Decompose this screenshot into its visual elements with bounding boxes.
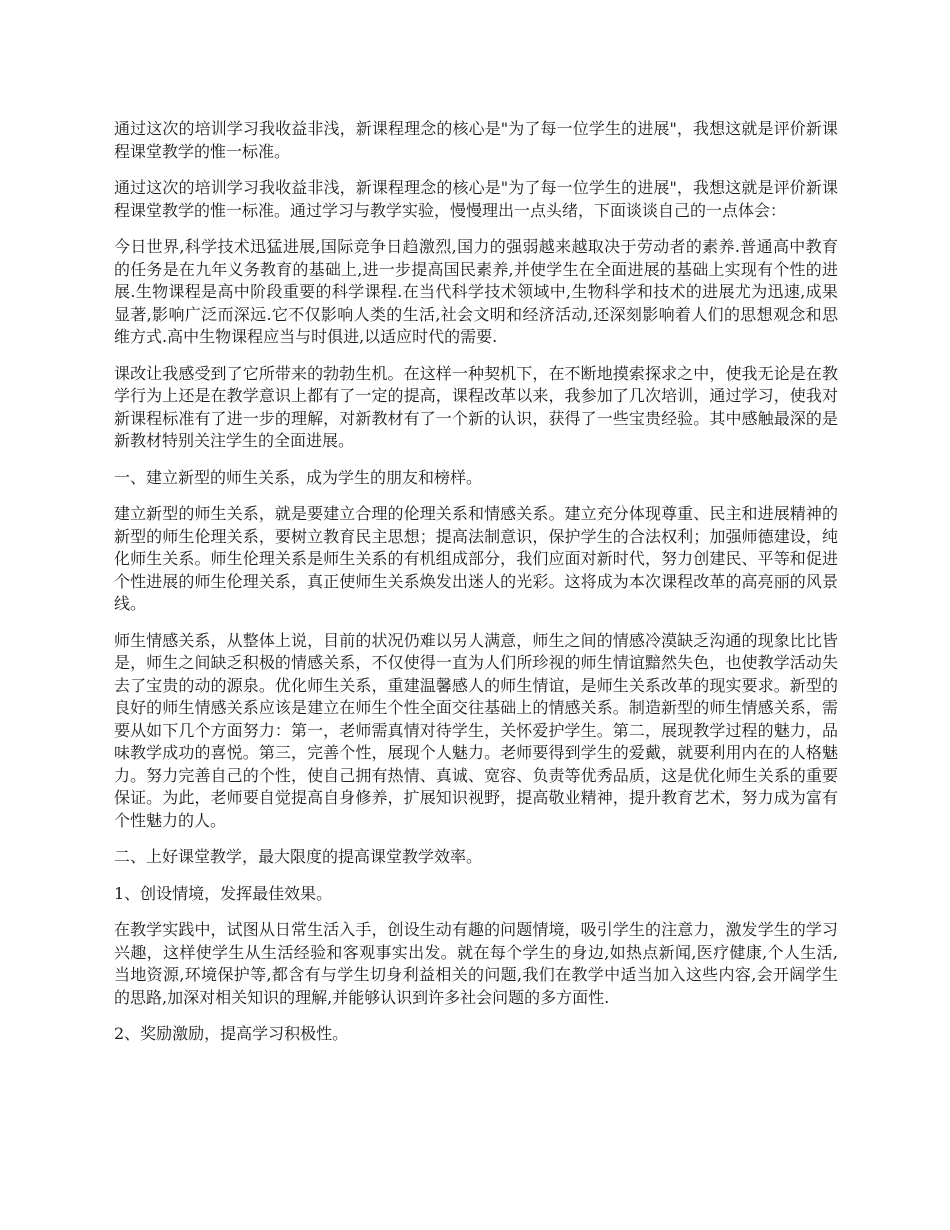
- subheading-create-situation: 1、创设情境，发挥最佳效果。: [114, 883, 333, 903]
- paragraph-science-background: 今日世界,科学技术迅猛进展,国际竞争日趋激烈,国力的强弱越来越取决于劳动者的素养.普通高中教育的任务是在九年义务教育的基础上,进一步提高国民素养,并使学生在全面进展的基础上实现有个性的进展.生物课程是高中阶段重要的科学课程.在当代科学技术领域中,生物科学和技术的进展尤为迅速,成果显著,影响广泛而深远.它不仅影响人类的生活,社会文明和经济活动,还深刻影响着人们的思想观念和思维方式.高中生物课程应当与时俱进,以适应时代的需要.: [114, 237, 838, 346]
- section-heading-classroom-teaching: 二、上好课堂教学，最大限度的提高课堂教学效率。: [114, 847, 483, 866]
- paragraph-ethical-relationship: 建立新型的师生关系，就是要建立合理的伦理关系和情感关系。建立充分体现尊重、民主和进展精神的新型的师生伦理关系，要树立教育民主思想；提高法制意识，保护学生的合法权利；加强师德建设，纯化师生关系。师生伦理关系是师生关系的有机组成部分，我们应面对新时代，努力创建民、平等和促进个性进展的师生伦理关系，真正使师生关系焕发出迷人的光彩。这将成为本次课程改革的高亮丽的风景线。: [114, 504, 838, 613]
- paragraph-intro-extended: 通过这次的培训学习我收益非浅，新课程理念的核心是"为了每一位学生的进展"，我想这就是评价新课程课堂教学的惟一标准。通过学习与教学实验，慢慢理出一点头绪，下面谈谈自己的一点体会：: [114, 178, 838, 220]
- section-heading-teacher-student: 一、建立新型的师生关系，成为学生的朋友和榜样。: [114, 467, 483, 487]
- paragraph-emotional-relationship: 师生情感关系，从整体上说，目前的状况仍难以另人满意，师生之间的情感冷漠缺乏沟通的现象比比皆是，师生之间缺乏积极的情感关系，不仅使得一直为人们所珍视的师生情谊黯然失色，也使教学活动失去了宝贵的动的源泉。优化师生关系，重建温馨感人的师生情谊，是师生关系改革的现实要求。新型的良好的师生情感关系应该是建立在师生个性全面交往基础上的情感关系。制造新型的师生情感关系，需要从如下几个方面努力：第一，老师需真情对待学生，关怀爱护学生。第二，展现教学过程的魅力，品味教学成功的喜悦。第三，完善个性，展现个人魅力。老师要得到学生的爱戴，就要利用内在的人格魅力。努力完善自己的个性，使自己拥有热情、真诚、宽容、负责等优秀品质，这是优化师生关系的重要保证。为此，老师要自觉提高自身修养，扩展知识视野，提高敬业精神，提升教育艺术，努力成为富有个性魅力的人。: [114, 630, 838, 830]
- document-body: [114, 118, 838, 1060]
- subheading-reward-motivation: 2、奖励激励，提高学习积极性。: [114, 1024, 349, 1043]
- paragraph-teaching-practice: 在教学实践中，试图从日常生活入手，创设生动有趣的问题情境，吸引学生的注意力，激发学生的学习兴趣，这样使学生从生活经验和客观事实出发。就在每个学生的身边,如热点新闻,医疗健康,个人生活,当地资源,环境保护等,都含有与学生切身利益相关的问题,我们在教学中适当加入这些内容,会开阔学生的思路,加深对相关知识的理解,并能够认识到许多社会问题的多方面性.: [114, 920, 838, 1007]
- paragraph-intro: 通过这次的培训学习我收益非浅，新课程理念的核心是"为了每一位学生的进展"，我想这就是评价新课程课堂教学的惟一标准。: [114, 119, 838, 161]
- paragraph-reform-experience: 课改让我感受到了它所带来的勃勃生机。在这样一种契机下，在不断地摸索探求之中，使我无论是在教学行为上还是在教学意识上都有了一定的提高，课程改革以来，我参加了几次培训，通过学习，使我对新课程标准有了进一步的理解，对新教材有了一个新的认识，获得了一些宝贵经验。其中感触最深的是新教材特别关注学生的全面进展。: [114, 363, 838, 450]
